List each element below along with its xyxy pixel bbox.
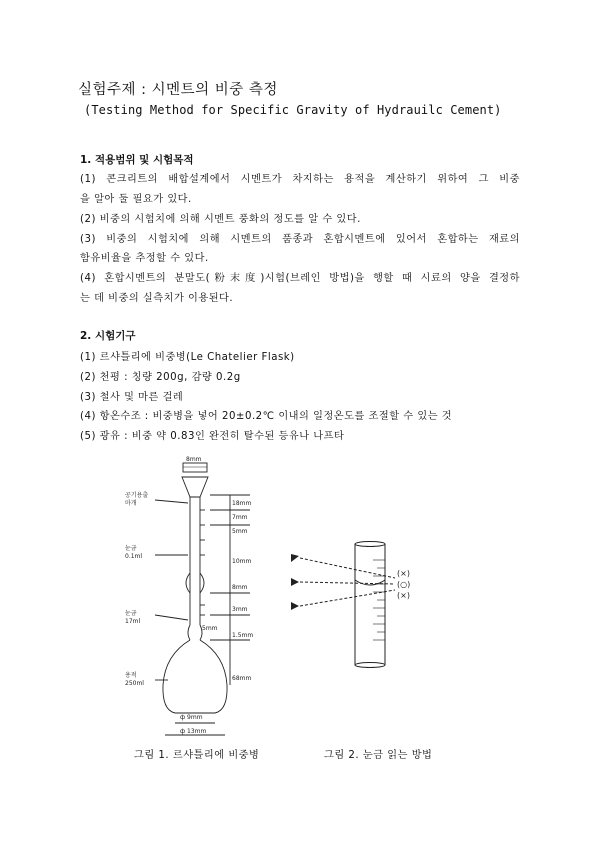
eye-icon [291, 554, 299, 610]
section1-line: (4) 혼합시멘트의 분말도(粉末度)시험(브레인 방법)을 행할 때 시료의 양을 결정하 [80, 273, 520, 284]
side-label: 0.1ml [125, 553, 143, 560]
dim-label: 1.5mm [232, 632, 254, 639]
section1-line: 함유비율을 추정할 수 있다. [80, 253, 209, 264]
dim-label: 7mm [232, 514, 248, 521]
reading-mark: (×) [397, 569, 410, 578]
section1-line: (1) 콘크리트의 배합설계에서 시멘트가 차지하는 용적을 계산하기 위하여 그 비중 [80, 174, 520, 185]
side-label: 공기용출 [125, 492, 149, 499]
section2-heading: 2. 시험기구 [80, 330, 136, 342]
section1-line: (3) 비중의 시험치에 의해 시멘트의 품종과 혼합시멘트에 있어서 혼합하는 재료의 [80, 234, 520, 245]
dim-label: 5mm [202, 625, 218, 632]
page-title: 실험주제 : 시멘트의 비중 측정 [78, 82, 278, 98]
page-subtitle: (Testing Method for Specific Gravity of Hydrauilc Cement) [84, 103, 502, 117]
dim-label: ф 13mm [180, 728, 207, 735]
side-label: 마개 [125, 500, 137, 507]
section1-heading: 1. 적용범위 및 시험목적 [80, 154, 194, 166]
reading-mark: (×) [397, 591, 410, 600]
section1-line: 는 데 비중의 실측치가 이용된다. [80, 293, 234, 304]
side-label: 17ml [125, 618, 141, 625]
side-label: 250ml [125, 680, 144, 687]
side-label: 눈금 [125, 545, 137, 552]
figure1-caption: 그림 1. 르샤틀리에 비중병 [134, 750, 260, 761]
side-label: 눈금 [125, 610, 137, 617]
section2-line: (5) 광유 : 비중 약 0.83인 완전히 탈수된 등유나 나프타 [80, 431, 345, 442]
dim-label: 8mm [186, 456, 202, 463]
section2-line: (3) 철사 및 마른 걸레 [80, 392, 184, 403]
dim-label: 68mm [232, 675, 252, 682]
le-chatelier-flask-figure [120, 455, 280, 740]
dim-label: 3mm [232, 606, 248, 613]
figure2-caption: 그림 2. 눈금 읽는 방법 [324, 750, 433, 761]
dim-label: 18mm [232, 500, 252, 507]
section1-line: 을 알아 둘 필요가 있다. [80, 194, 192, 205]
section2-line: (4) 항온수조 : 비중병을 넣어 20±0.2℃ 이내의 일정온도를 조절할 수 있는 것 [80, 411, 453, 422]
dim-label: ф 9mm [180, 714, 203, 721]
dim-label: 5mm [232, 528, 248, 535]
section2-line: (1) 르샤틀리에 비중병(Le Chatelier Flask) [80, 352, 295, 363]
dim-label: 10mm [232, 558, 252, 565]
section1-line: (2) 비중의 시험치에 의해 시멘트 풍화의 정도를 알 수 있다. [80, 214, 361, 225]
dim-label: 8mm [232, 584, 248, 591]
section2-line: (2) 천평 : 칭량 200g, 감량 0.2g [80, 372, 241, 383]
reading-mark: (○) [397, 580, 411, 589]
meniscus-reading-figure [285, 540, 455, 670]
side-label: 용적 [125, 672, 137, 679]
